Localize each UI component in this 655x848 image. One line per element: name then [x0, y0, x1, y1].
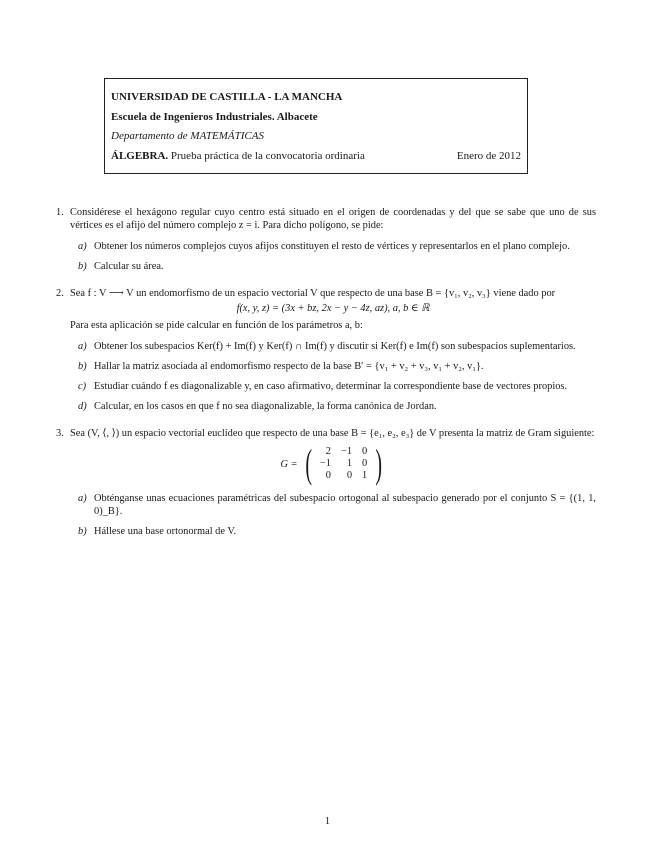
- subquestion-a: [70, 492, 596, 518]
- subquestion-b: [70, 525, 596, 538]
- matrix-cell: 0: [362, 458, 368, 469]
- problem-intro: Para esta aplicación se pide calcular en función de los parámetros a, b:: [70, 320, 363, 331]
- subquestion-a: [70, 240, 596, 253]
- subquestion-label: a): [78, 341, 87, 352]
- matrix-cell: −1: [340, 446, 353, 457]
- matrix-row: [315, 446, 372, 458]
- subquestion-text: Hállese una base ortonormal de V.: [94, 526, 237, 537]
- subquestion-b: [70, 360, 596, 373]
- subquestion-text: Obtener los subespacios Ker(f) + Im(f) y Ker(f) ∩ Im(f) y discutir si Ker(f) e Im(f) son subespacios suplementarios.: [94, 341, 576, 352]
- problem-3: [56, 427, 596, 538]
- matrix-cell: −1: [319, 458, 331, 469]
- matrix-table: [315, 446, 372, 482]
- subquestion-text: Calcular su área.: [94, 261, 164, 272]
- school-name: Escuela de Ingenieros Industriales. Albacete: [111, 110, 318, 123]
- left-paren: (: [304, 441, 312, 486]
- subject-name: ÁLGEBRA.: [111, 149, 169, 162]
- exam-title: [111, 147, 365, 167]
- subquestion-list: [70, 240, 596, 273]
- subquestion-label: b): [78, 361, 87, 372]
- matrix-row: [315, 458, 372, 470]
- problem-2: [56, 287, 596, 413]
- subquestion-label: c): [78, 381, 87, 392]
- subquestion-text: Obténganse unas ecuaciones paramétricas del subespacio ortogonal al subespacio generado por el conjunto S = {(1, 1, 0)_B}.: [94, 493, 596, 517]
- subquestion-text: Calcular, en los casos en que f no sea diagonalizable, la forma canónica de Jordan.: [94, 401, 437, 412]
- exam-description: Prueba práctica de la convocatoria ordinaria: [168, 149, 365, 162]
- subquestion-label: d): [78, 401, 87, 412]
- subquestion-list: [70, 340, 596, 413]
- matrix-row: [315, 470, 372, 482]
- matrix-label: G =: [280, 458, 298, 470]
- subquestion-text: Hallar la matriz asociada al endomorfismo respecto de la base B′ = {v₁ + v₂ + v₃, v₁ + v₂, v₁}.: [94, 361, 484, 372]
- page-number: 1: [324, 816, 331, 827]
- subquestion-label: b): [78, 526, 87, 537]
- exam-date: Enero de 2012: [456, 149, 521, 162]
- problem-1: [56, 206, 596, 273]
- subquestion-text: Obtener los números complejos cuyos afijos constituyen el resto de vértices y representarlos en el plano complejo.: [94, 241, 570, 252]
- matrix-cell: 2: [325, 446, 331, 457]
- subquestion-list: [70, 492, 596, 538]
- subquestion-d: [70, 400, 596, 413]
- problem-statement: Sea (V, ⟨, ⟩) un espacio vectorial euclídeo que respecto de una base B = {e₁, e₂, e₃} de V presenta la matriz de Gram siguiente:: [70, 428, 595, 439]
- matrix-cell: 0: [362, 446, 368, 457]
- problem-number: 2.: [56, 288, 64, 299]
- gram-matrix: [70, 441, 596, 486]
- problem-statement: Sea f : V ⟶ V un endomorfismo de un espacio vectorial V que respecto de una base B = {v₁, v₂, v₃} viene dado por: [70, 288, 556, 299]
- matrix-cell: 0: [325, 470, 331, 481]
- subquestion-a: [70, 340, 596, 353]
- subquestion-b: [70, 260, 596, 273]
- subquestion-label: a): [78, 493, 87, 504]
- exam-title-row: [111, 147, 521, 167]
- subquestion-c: [70, 380, 596, 393]
- endomorphism-formula: f(x, y, z) = (3x + bz, 2x − y − 4z, az), a, b ∈ ℝ: [236, 303, 430, 314]
- subquestion-label: b): [78, 261, 87, 272]
- department-name: Departamento de MATEMÁTICAS: [111, 130, 264, 142]
- matrix-cell: 1: [346, 458, 353, 469]
- matrix-cell: 0: [346, 470, 353, 481]
- exam-header: [104, 78, 528, 174]
- university-name: UNIVERSIDAD DE CASTILLA - LA MANCHA: [111, 91, 343, 103]
- problem-number: 1.: [56, 207, 64, 218]
- subquestion-text: Estudiar cuándo f es diagonalizable y, en caso afirmativo, determinar la correspondiente base de vectores propios.: [94, 381, 568, 392]
- problem-statement: Considérese el hexágono regular cuyo centro está situado en el origen de coordenadas y del que se sabe que uno de sus vértices es el afijo del número complejo z = i. Para dicho polígono, se pide:: [70, 207, 596, 231]
- problem-number: 3.: [56, 428, 64, 439]
- right-paren: ): [375, 441, 383, 486]
- matrix-cell: 1: [362, 470, 368, 481]
- subquestion-label: a): [78, 241, 87, 252]
- problem-list: [56, 206, 596, 552]
